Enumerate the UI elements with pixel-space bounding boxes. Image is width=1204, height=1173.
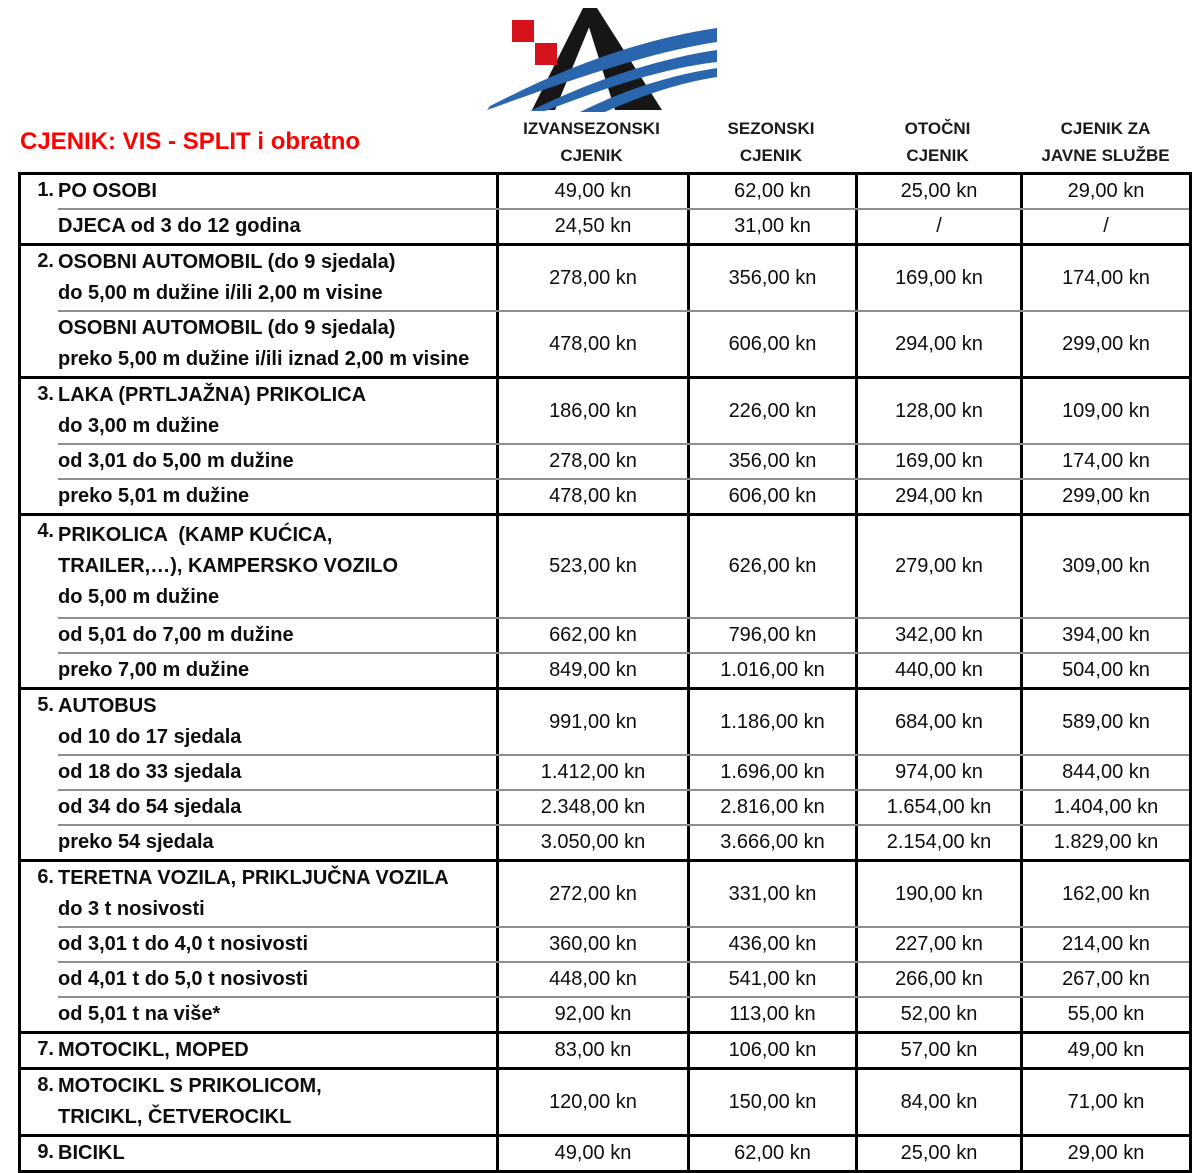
price-cell: 25,00 kn [855, 175, 1020, 208]
price-cell: 84,00 kn [855, 1070, 1020, 1134]
price-cell: 2.816,00 kn [687, 791, 855, 824]
price-cell: 2.348,00 kn [496, 791, 687, 824]
row-label [58, 619, 496, 652]
row-label-line: od 5,01 do 7,00 m dužine [58, 624, 294, 646]
price-cell: 150,00 kn [687, 1070, 855, 1134]
price-cell: 448,00 kn [496, 963, 687, 996]
price-cell: 478,00 kn [496, 480, 687, 513]
price-cell: 279,00 kn [855, 516, 1020, 617]
row-label [58, 175, 496, 208]
row-number [21, 791, 58, 824]
price-cell: 272,00 kn [496, 862, 687, 926]
row-label-line: OSOBNI AUTOMOBIL (do 9 sjedala) [58, 251, 396, 273]
price-cell: 25,00 kn [855, 1137, 1020, 1170]
price-cell: 684,00 kn [855, 690, 1020, 754]
row-label [58, 690, 496, 754]
price-cell: 606,00 kn [687, 312, 855, 376]
row-number: 5. [37, 694, 54, 716]
price-cell: 991,00 kn [496, 690, 687, 754]
table-row [21, 754, 1189, 789]
price-cell: 360,00 kn [496, 928, 687, 961]
row-label-line: od 4,01 t do 5,0 t nosivosti [58, 968, 309, 990]
price-cell: 394,00 kn [1020, 619, 1189, 652]
price-cell: 504,00 kn [1020, 654, 1189, 687]
row-label-line: od 10 do 17 sjedala [58, 726, 242, 748]
row-number: 2. [37, 250, 54, 272]
price-cell: 266,00 kn [855, 963, 1020, 996]
company-logo-icon [485, 6, 717, 116]
table-section [21, 1067, 1189, 1134]
row-label-line: LAKA (PRTLJAŽNA) PRIKOLICA [58, 384, 367, 406]
price-cell: / [855, 210, 1020, 243]
row-label [58, 756, 496, 789]
row-label-line: BICIKL [58, 1142, 125, 1164]
row-label [58, 862, 496, 926]
row-number: 4. [37, 520, 54, 542]
table-row [21, 1070, 1189, 1134]
table-section [21, 175, 1189, 243]
table-section [21, 859, 1189, 1031]
row-number [21, 928, 58, 961]
row-number [21, 756, 58, 789]
table-section [21, 243, 1189, 376]
price-cell: 24,50 kn [496, 210, 687, 243]
price-table [18, 172, 1192, 1173]
price-cell: 309,00 kn [1020, 516, 1189, 617]
row-label-line: do 3 t nosivosti [58, 898, 205, 920]
price-cell: 356,00 kn [687, 445, 855, 478]
table-row [21, 246, 1189, 310]
price-cell: 3.050,00 kn [496, 826, 687, 859]
price-cell: 626,00 kn [687, 516, 855, 617]
table-row [21, 789, 1189, 824]
row-label-line: od 3,01 t do 4,0 t nosivosti [58, 933, 309, 955]
row-label [58, 210, 496, 243]
row-label-line: OSOBNI AUTOMOBIL (do 9 sjedala) [58, 317, 396, 339]
price-cell: 226,00 kn [687, 379, 855, 443]
row-label [58, 791, 496, 824]
price-cell: 342,00 kn [855, 619, 1020, 652]
row-number: 7. [37, 1038, 54, 1060]
row-label-line: od 5,01 t na više* [58, 1003, 221, 1025]
row-label [58, 246, 496, 310]
row-label-line: preko 54 sjedala [58, 831, 214, 853]
price-cell: / [1020, 210, 1189, 243]
row-label [58, 654, 496, 687]
column-header-island: OTOČNI CJENIK [904, 119, 971, 165]
row-label [58, 516, 496, 617]
price-cell: 662,00 kn [496, 619, 687, 652]
price-cell: 1.186,00 kn [687, 690, 855, 754]
price-cell: 356,00 kn [687, 246, 855, 310]
row-number: 1. [37, 179, 54, 201]
table-row [21, 1137, 1189, 1170]
row-label-line: preko 7,00 m dužine [58, 659, 250, 681]
table-row [21, 690, 1189, 754]
price-cell: 162,00 kn [1020, 862, 1189, 926]
table-row [21, 862, 1189, 926]
table-section [21, 376, 1189, 513]
price-cell: 1.016,00 kn [687, 654, 855, 687]
row-label [58, 379, 496, 443]
price-cell: 71,00 kn [1020, 1070, 1189, 1134]
table-section [21, 687, 1189, 859]
row-number [21, 312, 58, 376]
table-row [21, 961, 1189, 996]
row-label [58, 445, 496, 478]
row-number [21, 654, 58, 687]
price-cell: 796,00 kn [687, 619, 855, 652]
row-number [21, 998, 58, 1031]
row-label-line: od 18 do 33 sjedala [58, 761, 242, 783]
price-cell: 2.154,00 kn [855, 826, 1020, 859]
table-row [21, 310, 1189, 376]
row-label-line: AUTOBUS [58, 695, 157, 717]
price-cell: 3.666,00 kn [687, 826, 855, 859]
price-cell: 294,00 kn [855, 480, 1020, 513]
price-cell: 31,00 kn [687, 210, 855, 243]
price-cell: 109,00 kn [1020, 379, 1189, 443]
price-cell: 214,00 kn [1020, 928, 1189, 961]
column-header-season: SEZONSKI CJENIK [727, 119, 815, 165]
price-cell: 606,00 kn [687, 480, 855, 513]
price-cell: 478,00 kn [496, 312, 687, 376]
table-row [21, 926, 1189, 961]
row-label-line: preko 5,00 m dužine i/ili iznad 2,00 m visine [58, 348, 470, 370]
price-cell: 227,00 kn [855, 928, 1020, 961]
row-label-line: preko 5,01 m dužine [58, 485, 250, 507]
row-number: 8. [37, 1074, 54, 1096]
table-row [21, 1034, 1189, 1067]
row-label-line: do 3,00 m dužine [58, 415, 220, 437]
price-cell: 331,00 kn [687, 862, 855, 926]
table-row [21, 996, 1189, 1031]
row-label [58, 1137, 496, 1170]
price-cell: 49,00 kn [1020, 1034, 1189, 1067]
price-cell: 523,00 kn [496, 516, 687, 617]
row-label [58, 928, 496, 961]
row-label-line: MOTOCIKL, MOPED [58, 1039, 249, 1061]
price-cell: 49,00 kn [496, 175, 687, 208]
price-cell: 974,00 kn [855, 756, 1020, 789]
row-number: 6. [37, 866, 54, 888]
price-cell: 1.829,00 kn [1020, 826, 1189, 859]
price-cell: 186,00 kn [496, 379, 687, 443]
price-cell: 83,00 kn [496, 1034, 687, 1067]
price-cell: 844,00 kn [1020, 756, 1189, 789]
price-cell: 440,00 kn [855, 654, 1020, 687]
row-label-line: TRAILER,…), KAMPERSKO VOZILO [58, 555, 398, 577]
price-cell: 55,00 kn [1020, 998, 1189, 1031]
table-section [21, 1134, 1189, 1170]
row-number [21, 826, 58, 859]
price-cell: 436,00 kn [687, 928, 855, 961]
row-number: 3. [37, 383, 54, 405]
row-label [58, 1034, 496, 1067]
table-row [21, 652, 1189, 687]
row-number [21, 480, 58, 513]
price-cell: 57,00 kn [855, 1034, 1020, 1067]
price-cell: 299,00 kn [1020, 480, 1189, 513]
row-number [21, 963, 58, 996]
row-label-line: MOTOCIKL S PRIKOLICOM, [58, 1075, 322, 1097]
price-cell: 92,00 kn [496, 998, 687, 1031]
price-cell: 278,00 kn [496, 246, 687, 310]
row-label-line: PO OSOBI [58, 180, 157, 202]
column-header-public-services: CJENIK ZA JAVNE SLUŽBE [1041, 119, 1170, 165]
table-section [21, 513, 1189, 687]
row-label-line: DJECA od 3 do 12 godina [58, 215, 301, 237]
price-cell: 29,00 kn [1020, 1137, 1189, 1170]
row-label-line: od 34 do 54 sjedala [58, 796, 242, 818]
price-cell: 1.696,00 kn [687, 756, 855, 789]
page-title: CJENIK: VIS - SPLIT i obratno [20, 128, 361, 155]
price-cell: 113,00 kn [687, 998, 855, 1031]
column-headers [496, 115, 1191, 169]
row-number: 9. [37, 1141, 54, 1163]
price-cell: 62,00 kn [687, 175, 855, 208]
row-label [58, 826, 496, 859]
table-row [21, 824, 1189, 859]
row-label [58, 998, 496, 1031]
table-row [21, 478, 1189, 513]
price-cell: 190,00 kn [855, 862, 1020, 926]
price-cell: 174,00 kn [1020, 246, 1189, 310]
table-section [21, 1031, 1189, 1067]
company-logo [485, 6, 717, 116]
price-cell: 1.654,00 kn [855, 791, 1020, 824]
table-row [21, 443, 1189, 478]
price-cell: 169,00 kn [855, 445, 1020, 478]
price-cell: 29,00 kn [1020, 175, 1189, 208]
row-label-line: PRIKOLICA (KAMP KUĆICA, [58, 524, 333, 546]
row-label-line: TRICIKL, ČETVEROCIKL [58, 1106, 292, 1128]
price-cell: 1.412,00 kn [496, 756, 687, 789]
price-cell: 299,00 kn [1020, 312, 1189, 376]
table-row [21, 516, 1189, 617]
price-cell: 49,00 kn [496, 1137, 687, 1170]
row-number [21, 445, 58, 478]
table-row [21, 175, 1189, 208]
row-label [58, 480, 496, 513]
row-label [58, 963, 496, 996]
row-label [58, 312, 496, 376]
column-header-offseason: IZVANSEZONSKI CJENIK [523, 119, 660, 165]
price-cell: 169,00 kn [855, 246, 1020, 310]
price-cell: 267,00 kn [1020, 963, 1189, 996]
row-number [21, 619, 58, 652]
price-cell: 52,00 kn [855, 998, 1020, 1031]
price-cell: 174,00 kn [1020, 445, 1189, 478]
price-cell: 278,00 kn [496, 445, 687, 478]
price-cell: 1.404,00 kn [1020, 791, 1189, 824]
price-cell: 541,00 kn [687, 963, 855, 996]
price-cell: 128,00 kn [855, 379, 1020, 443]
table-row [21, 379, 1189, 443]
row-label-line: TERETNA VOZILA, PRIKLJUČNA VOZILA [58, 867, 449, 889]
price-cell: 120,00 kn [496, 1070, 687, 1134]
price-cell: 294,00 kn [855, 312, 1020, 376]
row-label-line: do 5,00 m dužine i/ili 2,00 m visine [58, 282, 383, 304]
row-label-line: do 5,00 m dužine [58, 586, 220, 608]
table-row [21, 208, 1189, 243]
table-row [21, 617, 1189, 652]
price-cell: 106,00 kn [687, 1034, 855, 1067]
price-cell: 62,00 kn [687, 1137, 855, 1170]
row-label [58, 1070, 496, 1134]
price-cell: 589,00 kn [1020, 690, 1189, 754]
row-label-line: od 3,01 do 5,00 m dužine [58, 450, 294, 472]
row-number [21, 210, 58, 243]
price-cell: 849,00 kn [496, 654, 687, 687]
